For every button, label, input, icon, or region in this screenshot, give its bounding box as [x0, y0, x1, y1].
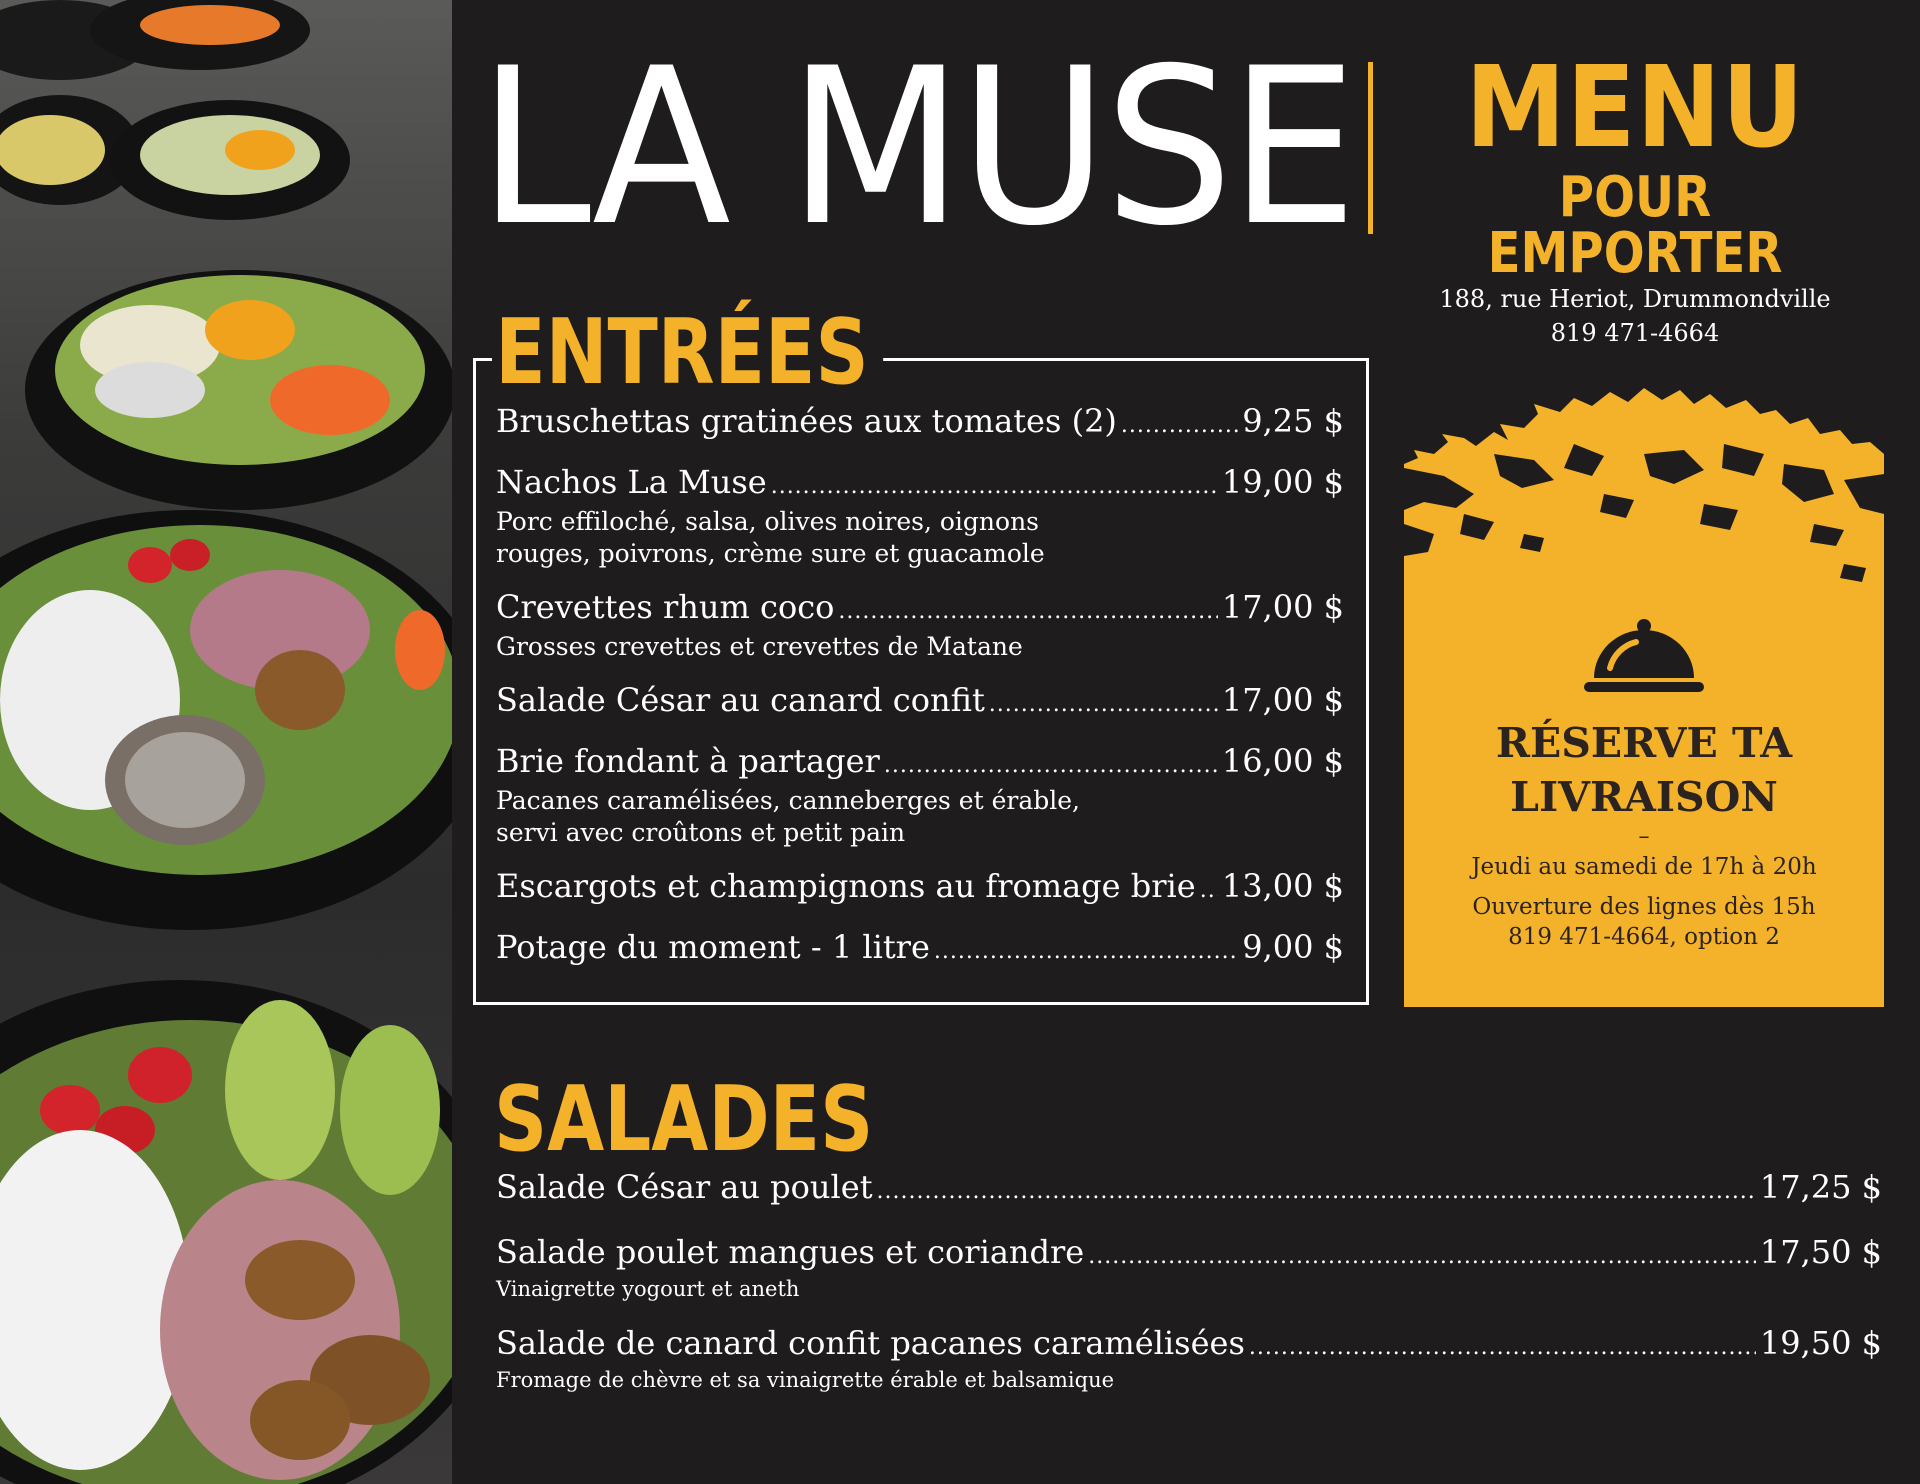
- leader-dots: [884, 747, 1218, 785]
- item-price: 13,00 $: [1221, 867, 1344, 905]
- promo-title: [1404, 716, 1884, 824]
- item-name: Salade César au poulet: [496, 1168, 873, 1206]
- leader-dots: [934, 933, 1238, 971]
- leader-dots: [771, 468, 1218, 506]
- phone-text: 819 471-4664: [1550, 319, 1720, 347]
- item-description: Fromage de chèvre et sa vinaigrette érable et balsamique: [496, 1368, 1115, 1392]
- contact-block: [1405, 282, 1865, 350]
- menu-item: [496, 402, 1344, 445]
- item-price: 17,25 $: [1759, 1168, 1882, 1206]
- item-name: Crevettes rhum coco: [496, 588, 835, 626]
- item-description: Grosses crevettes et crevettes de Matane: [496, 632, 1023, 661]
- item-price: 17,00 $: [1221, 681, 1344, 719]
- item-name: Potage du moment - 1 litre: [496, 928, 930, 966]
- menu-heading: MENU: [1465, 43, 1805, 173]
- menu-item: [496, 463, 1344, 570]
- promo-dash: –: [1638, 824, 1650, 849]
- salades-list: [496, 1168, 1882, 1415]
- leader-dots: [1249, 1329, 1756, 1367]
- promo-lines-open: Ouverture des lignes dès 15h: [1472, 894, 1816, 920]
- menu-item: [496, 681, 1344, 724]
- item-price: 17,00 $: [1221, 588, 1344, 626]
- menu-item: [496, 588, 1344, 663]
- item-name: Nachos La Muse: [496, 463, 767, 501]
- menu-item: [496, 867, 1344, 910]
- menu-item: [496, 1168, 1882, 1211]
- item-price: 9,25 $: [1242, 402, 1344, 440]
- menu-item: [496, 1324, 1882, 1393]
- leader-dots: [877, 1173, 1756, 1211]
- promo-phone: 819 471-4664, option 2: [1508, 924, 1780, 950]
- item-name: Salade de canard confit pacanes caramélisées: [496, 1324, 1245, 1362]
- entrees-heading: ENTRÉES: [492, 308, 883, 398]
- salades-heading: SALADES: [494, 1067, 874, 1172]
- promo-title-line2: LIVRAISON: [1510, 773, 1778, 821]
- item-name: Salade poulet mangues et coriandre: [496, 1233, 1085, 1271]
- item-price: 16,00 $: [1221, 742, 1344, 780]
- menu-item: [496, 1233, 1882, 1302]
- food-photo: [0, 0, 452, 1484]
- menu-item: [496, 928, 1344, 971]
- leader-dots: [989, 686, 1218, 724]
- item-name: Bruschettas gratinées aux tomates (2): [496, 402, 1117, 440]
- menu-item: [496, 742, 1344, 849]
- item-price: 17,50 $: [1759, 1233, 1882, 1271]
- item-name: Salade César au canard confit: [496, 681, 985, 719]
- item-price: 19,00 $: [1221, 463, 1344, 501]
- item-name: Escargots et champignons au fromage brie: [496, 867, 1196, 905]
- header-divider: [1368, 62, 1373, 234]
- item-description: Porc effiloché, salsa, olives noires, oignons rouges, poivrons, crème sure et guacamole: [496, 507, 1045, 568]
- item-price: 19,50 $: [1759, 1324, 1882, 1362]
- item-name: Brie fondant à partager: [496, 742, 880, 780]
- item-description: Vinaigrette yogourt et aneth: [496, 1277, 800, 1301]
- item-price: 9,00 $: [1242, 928, 1344, 966]
- leader-dots: [1121, 407, 1238, 445]
- leader-dots: [1200, 872, 1218, 910]
- promo-title-line1: RÉSERVE TA: [1495, 719, 1793, 767]
- leader-dots: [1088, 1238, 1756, 1276]
- address-text: 188, rue Heriot, Drummondville: [1439, 285, 1831, 313]
- delivery-promo-panel: [1404, 384, 1884, 1007]
- item-description: Pacanes caramélisées, canneberges et érable, servi avec croûtons et petit pain: [496, 786, 1080, 847]
- leader-dots: [838, 593, 1217, 631]
- entrees-list: [496, 402, 1344, 989]
- promo-days: Jeudi au samedi de 17h à 20h: [1471, 854, 1817, 880]
- brand-title: LA MUSE: [478, 22, 1354, 273]
- menu-subheading: POUR EMPORTER: [1487, 165, 1783, 286]
